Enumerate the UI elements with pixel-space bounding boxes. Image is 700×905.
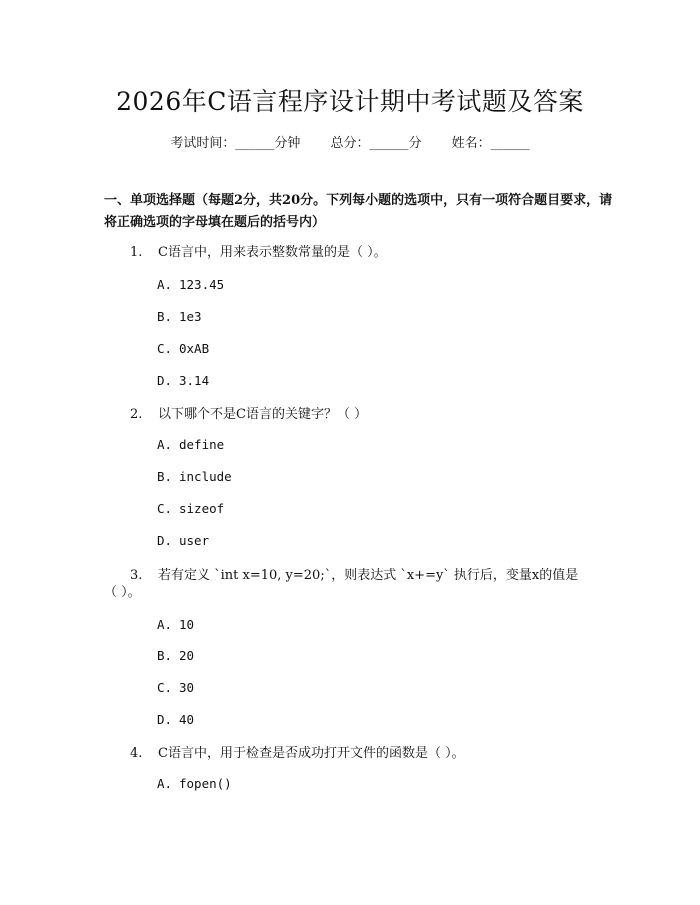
- option-1c: [157, 341, 209, 356]
- option-3d: [157, 712, 194, 727]
- option-2d: [157, 533, 209, 548]
- option-3b: [157, 648, 194, 663]
- option-text: 0xAB: [179, 341, 210, 356]
- option-letter: C.: [157, 341, 173, 356]
- option-letter: D.: [157, 373, 173, 388]
- question-3: [130, 564, 600, 588]
- question-text: 以下哪个不是C语言的关键字？（ ）: [158, 407, 368, 422]
- option-letter: D.: [157, 712, 173, 727]
- option-1a: [157, 277, 224, 292]
- option-3a: [157, 617, 194, 632]
- option-letter: C.: [157, 501, 173, 516]
- option-letter: C.: [157, 680, 173, 695]
- option-text: 30: [179, 680, 195, 695]
- option-letter: B.: [157, 648, 173, 663]
- option-text: 1e3: [179, 309, 202, 324]
- option-4a: [157, 776, 232, 791]
- option-text: 10: [179, 617, 195, 632]
- option-1d: [157, 373, 209, 388]
- option-letter: D.: [157, 533, 173, 548]
- option-text: fopen(): [179, 776, 232, 791]
- option-2b: [157, 469, 232, 484]
- section-heading: 一、单项选择题（每题2分，共20分。下列每小题的选项中，只有一项符合题目要求，请将正确选项的字母填在题后的括号内）: [104, 193, 613, 230]
- question-text: C语言中，用来表示整数常量的是（ ）。: [158, 245, 387, 260]
- exam-meta: [0, 132, 700, 151]
- option-letter: A.: [157, 437, 173, 452]
- question-text: C语言中，用于检查是否成功打开文件的函数是（ ）。: [158, 746, 465, 761]
- exam-time-field: 考试时间：______分钟: [170, 136, 301, 151]
- option-3c: [157, 680, 194, 695]
- option-1b: [157, 309, 202, 324]
- question-number: 3.: [130, 568, 143, 583]
- option-text: 123.45: [179, 277, 225, 292]
- question-number: 2.: [130, 407, 143, 422]
- option-letter: B.: [157, 309, 173, 324]
- question-1: [130, 241, 387, 265]
- option-letter: A.: [157, 277, 173, 292]
- question-number: 4.: [130, 746, 143, 761]
- option-text: 20: [179, 648, 195, 663]
- option-text: 40: [179, 712, 195, 727]
- option-text: define: [179, 437, 225, 452]
- option-2c: [157, 501, 224, 516]
- question-number: 1.: [130, 245, 143, 260]
- page-title: 2026年C语言程序设计期中考试题及答案: [116, 87, 584, 116]
- question-4: [130, 742, 465, 766]
- exam-name-field: 姓名：______: [451, 136, 530, 151]
- option-letter: A.: [157, 776, 173, 791]
- option-text: include: [179, 469, 232, 484]
- option-letter: B.: [157, 469, 173, 484]
- exam-score-field: 总分：______分: [330, 136, 422, 151]
- question-2: [130, 403, 367, 427]
- option-2a: [157, 437, 224, 452]
- option-text: user: [179, 533, 210, 548]
- option-text: 3.14: [179, 373, 210, 388]
- question-3-continuation: （ ）。: [104, 585, 141, 600]
- question-text-line1: 若有定义 `int x=10, y=20;`，则表达式 `x+=y` 执行后，变量x的值是: [158, 568, 579, 583]
- option-letter: A.: [157, 617, 173, 632]
- option-text: sizeof: [179, 501, 225, 516]
